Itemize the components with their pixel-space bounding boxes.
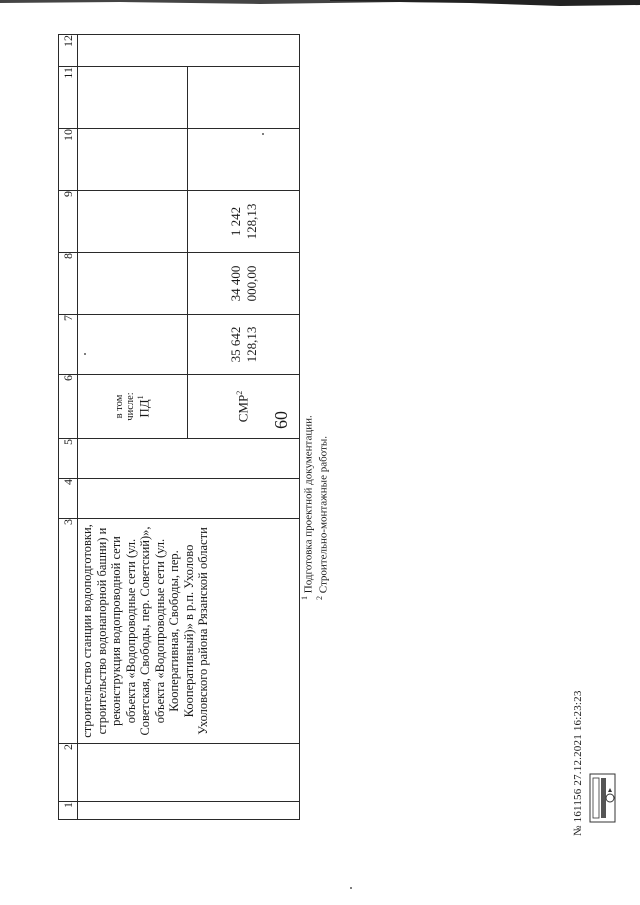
table-row-pd	[78, 35, 188, 820]
sub-label-pd: $ПД^1$	[135, 395, 152, 418]
sub-label-pd-line1: в том	[113, 394, 125, 419]
col-number: 2	[59, 744, 78, 802]
cell-col11-smr	[188, 67, 300, 129]
footnote-1: $^1$ Подготовка проектной документации.	[300, 415, 315, 600]
cell-col2	[78, 744, 300, 802]
col-number: 3	[59, 519, 78, 744]
col-number: 4	[59, 479, 78, 519]
registration-stamp	[572, 606, 584, 836]
col-number: 11	[59, 67, 78, 129]
sub-label-smr-cell: СМР$^2$	[188, 375, 300, 439]
value-col8-smr: 34 400 000,00	[188, 253, 300, 315]
sub-label-pd-line2: числе:	[125, 392, 137, 421]
sub-label-pd-cell	[78, 375, 188, 439]
page-number: 60	[270, 411, 291, 429]
object-description-cell: строительство станции водоподготовки, строительство водонапорной башни) и реконструкция водопроводной сети объекта «Водопроводные сети (ул. Советская, Свободы, пер. Советский)», объекта «Водопроводные сети (ул. Кооперативная, Свободы, пер. Кооперативный)» в р.п. Ухолово Ухоловского района Рязанской области	[78, 519, 300, 744]
value-col7-smr: 35 642 128,13	[188, 315, 300, 375]
cell-col5	[78, 439, 300, 479]
cell-col12	[78, 35, 300, 67]
col-number: 8	[59, 253, 78, 315]
cell-col4	[78, 479, 300, 519]
scan-edge	[0, 0, 640, 14]
col-number: 10	[59, 129, 78, 191]
cell-col7-pd	[78, 315, 188, 375]
scan-speck	[84, 353, 86, 355]
registry-emblem-icon	[589, 772, 616, 824]
col-number: 12	[59, 35, 78, 67]
col-number: 5	[59, 439, 78, 479]
register-table	[58, 34, 300, 820]
col-number: 1	[59, 802, 78, 820]
rotated-table-sheet	[58, 35, 300, 820]
scan-speck	[350, 887, 352, 889]
col-number: 6	[59, 375, 78, 439]
value-col9-smr: 1 242 128,13	[188, 191, 300, 253]
cell-col1	[78, 802, 300, 820]
cell-col10-pd	[78, 129, 188, 191]
cell-col8-pd	[78, 253, 188, 315]
cell-col11-pd	[78, 67, 188, 129]
scan-speck	[262, 133, 264, 135]
stamp-text: 161156 27.12.2021 16:23:23	[572, 690, 584, 823]
cell-col9-pd	[78, 191, 188, 253]
col-number: 9	[59, 191, 78, 253]
col-number: 7	[59, 315, 78, 375]
cell-col10-smr	[188, 129, 300, 191]
footnotes	[300, 380, 331, 600]
number-symbol: №	[572, 825, 584, 836]
column-number-row	[59, 35, 78, 820]
footnote-2: $^2$ Строительно-монтажные работы.	[315, 436, 330, 600]
